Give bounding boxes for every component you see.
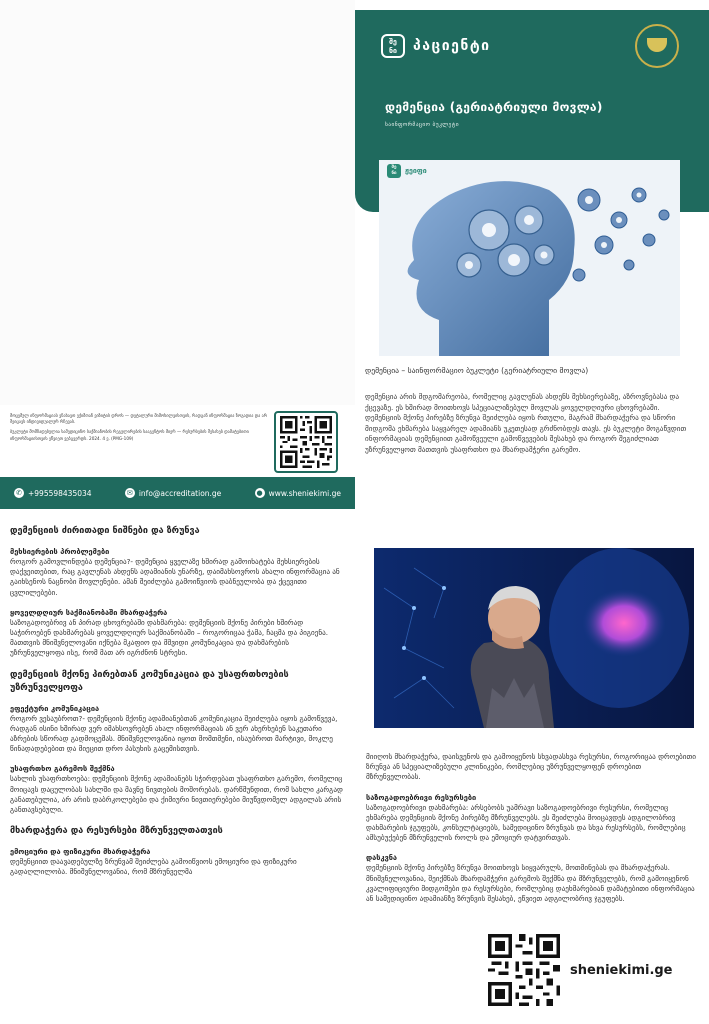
inner-spread (0, 512, 709, 1024)
paragraph-support-continued: მიიღოს მხარდაჭერა, დაისვენოს და გამოიყენოს სხვადასხვა რესურსი, როგორიცაა დროებითი ზრუნვა ან სპეციალიზებული კლინიკები, რომლებიც უზრუნველყოფენ დროებით მზრუნველობას. (366, 752, 696, 782)
location-pin-icon: ● (256, 489, 263, 497)
inner-right-column (366, 512, 709, 1024)
qr-code[interactable] (274, 411, 338, 473)
email-icon: ✉ (125, 488, 135, 498)
subtitle-safe-environment: უსაფრთხო გარემოს შექმნა (10, 764, 115, 774)
intro-body: დემენცია არის მდგომარეობა, რომელიც გავლენას ახდენს მეხსიერებაზე, აზროვნებასა და ქცევაზე. ეს ხშირად მოითხოვს სპეციალიზებულ მოვლას ყოველდღიური ცხოვრებაში. დემენციის მქონე პირებზე ზრუნვა შეიძლება იყოს რთული, მაგრამ მხარდაჭერა და სწორი მიდგომა ეხმარება საყვარელ ადამიანს უკეთესად გრძნობდეს თავს. ეს ბუკლეტი მოგაწვდით ინფორმაციას დემენციით გამოწვეული გამოწვევების შესახებ და როგორ შეგიძლიათ უზრუნველყოთ მათთვის უსაფრთხო და მხარდამჭერი გარემო. (365, 392, 687, 454)
brand-logo-icon: შე ნი (381, 34, 405, 58)
blank-area (0, 0, 355, 405)
brand-name: პაციენტი (413, 38, 491, 54)
qr-overlay (488, 928, 694, 1012)
paragraph-safe-environment: სახლის უსაფრთხოება: დემენციის მქონე ადამიანებს სჭირდებათ უსაფრთხო გარემო, რომელიც მოიცავს დაცულობას სახლში და მავნე ნივთების მოშორებას. დარწმუნდით, რომ სახლი კარგად განათებულია, არ არის დაბრკოლებები და ქიმიური ნივთიერებები მიუწვდომელ ადგილას არის განთავსებული. (10, 774, 343, 815)
elderly-man-brain-illustration-icon (374, 548, 694, 728)
section-title-communication: დემენციის მქონე პირებთან კომუნიკაცია და უსაფრთხოების უზრუნველყოფა (10, 669, 289, 693)
website-url: www.sheniekimi.ge (268, 488, 341, 498)
brand (381, 34, 491, 58)
hero-badge-label: ჟეიფი (405, 167, 427, 175)
inner-left-column (0, 512, 355, 1024)
subtitle-community-resources: საზოგადოებრივი რესურსები (366, 792, 477, 802)
paragraph-conclusion: დემენციის მქონე პირებზე ზრუნვა მოითხოვს სიყვარულს, მოთმინებას და მხარდაჭერას. მნიშვნელოვანია, შეიქმნას მხარდამჭერი გარემოს შექმნა და მზრუნველებს, რომ გამოიყენონ კვალიფიციური მიდგომები და რესურსები, რომლებიც დაეხმარებიან დამატებითი ინფორმაცია ან სამედიცინო ადამიანზე ზრუნვის შესახებ, ეწვიეთ ადგილობრივ ჯგუფებს. (366, 863, 695, 904)
qr-code-large-icon (488, 934, 560, 1006)
phone-icon: ✆ (14, 488, 24, 498)
contact-bar (0, 477, 355, 509)
front-cover-panel (355, 0, 709, 512)
photo-elderly-man-brain (374, 548, 694, 728)
qr-site-label[interactable]: sheniekimi.ge (570, 962, 673, 978)
paragraph-memory: როგორ გამოვლინდება დემენცია?- დემენცია ყველაზე ხშირად გამოიხატება მეხსიერების დაქვეითებით, რაც გავლენას ახდენს ადამიანის უნარზე, დაიმახსოვროს ახალი ინფორმაცია ან გაიხსენოს ნაცნობი მოვლენები. ამან შეიძლება გამოიწვიოს დაბნეულობა და ქცევითი ცვლილებები. (10, 557, 340, 597)
qr-code-icon (279, 416, 333, 468)
paragraph-emotional-support: დემენციით დაავადებულზე ზრუნვამ შეიძლება გამოიწვიოს ემოციური და ფიზიკური გადაღლილობა. მნიშვნელოვანია, რომ მზრუნველმა (10, 857, 297, 877)
paragraph-daily-support: საზოგადოებრივ ან პირად ცხოვრებაში დახმარება: დემენციის მქონე პირები ხშირად საჭიროებენ დახმარებას ყოველდღიურ საქმიანობაში – როგორიცაა ჭამა, ჩაცმა და პიგიენა. მათთვის მნიშვნელოვანი იქნება მკაფიო და მშვიდი კომუნიკაცია და დახმარების უზრუნველყოფა ისე, რომ მათ არ იგრძნონ სტრესი. (10, 617, 329, 658)
contact-email[interactable] (125, 488, 221, 498)
mini-logo-icon: შე ნი (387, 164, 401, 178)
back-cover-panel (0, 0, 355, 512)
gear-head-illustration-icon (379, 160, 680, 356)
agency-seal-icon (635, 24, 679, 68)
phone-number: +995598435034 (28, 488, 92, 498)
contact-website[interactable] (255, 488, 341, 498)
document-subtitle: საინფორმაციო ბუკლეტი (385, 122, 459, 128)
paragraph-community-resources: საზოგადოებრივი დახმარება: არსებობს უამრავი საზოგადოებრივი რესურსი, რომელიც ეხმარება დემენციის მქონე პირებზე მზრუნველებს. ეს შეიძლება მოიცავდეს ადგილობრივ დახმარების ჯგუფებს, კონსულტაციებს, სამედიცინო ზრუნვას და სხვა რესურსებს, რომლებიც ამსუბუქებენ მზრუნველის როლს და ემოციურ დატვირთვას. (366, 802, 686, 843)
right-text-block (366, 752, 700, 914)
contact-footer (0, 405, 355, 512)
intro-heading: დემენცია – საინფორმაციო ბუკლეტი (გერიატრიული მოვლა) (365, 366, 589, 375)
footer-disclaimer (10, 413, 272, 446)
hero-image-gears-head (379, 160, 680, 356)
paragraph-effective-communication: როგორ ვესაუბროთ?- დემენციის მქონე ადამიანებთან კომუნიკაცია შეიძლება იყოს გამოწვევა, რადგან ისინი ხშირად ვერ იმახსოვრებენ ახალ ინფორმაციას ან ვერ ახერხებენ საკუთარი აზრების სწორად გადმოცემას. მნიშვნელოვანია იყოთ მომთმენი, ისაუბროთ მარტივი, მოკლე წინადადებებით და მიეცით დრო პასუხის გაცემისთვის. (10, 713, 338, 754)
subtitle-effective-communication: ეფექტური კომუნიკაცია (10, 703, 100, 713)
subtitle-memory: მეხსიერების პრობლემები (10, 547, 110, 556)
subtitle-emotional-support: ემოციური და ფიზიკური მხარდაჭერა (10, 847, 151, 857)
hero-badge (387, 164, 427, 178)
qr-code-large[interactable] (488, 934, 560, 1006)
subtitle-conclusion: დასკვნა (366, 853, 398, 863)
subtitle-daily-support: ყოველდღიურ საქმიანობაში მხარდაჭერა (10, 607, 168, 617)
document-title: დემენცია (გერიატრიული მოვლა) (385, 100, 603, 114)
footer-line-1: მოცემულ ინფორმაციას ვნახავთ ექიმთან ვიზიტის დროს — დეტალური მიმოხილვისთვის, რადგან ინფორმაცია ზოგადია და არ შეიცავს ინდივიდუალურ რჩევას. (10, 413, 268, 425)
section-title-signs: დემენციის ძირითადი ნიშნები და ზრუნვა (10, 526, 200, 536)
footer-line-2: ბუკლეტი მომზადებულია სამედიცინო საქმიანობის რეგულირების სააგენტოს მიერ — რესურსების შესახებ დამატებითი ინფორმაციისთვის ეწვიეთ ვებგვერდს. 2024. 4 ვ. (PMG-109) (10, 429, 249, 441)
contact-phone[interactable] (14, 488, 92, 498)
email-address: info@accreditation.ge (138, 488, 222, 498)
section-title-support: მხარდაჭერა და რესურსები მზრუნველთათვის (10, 826, 223, 837)
